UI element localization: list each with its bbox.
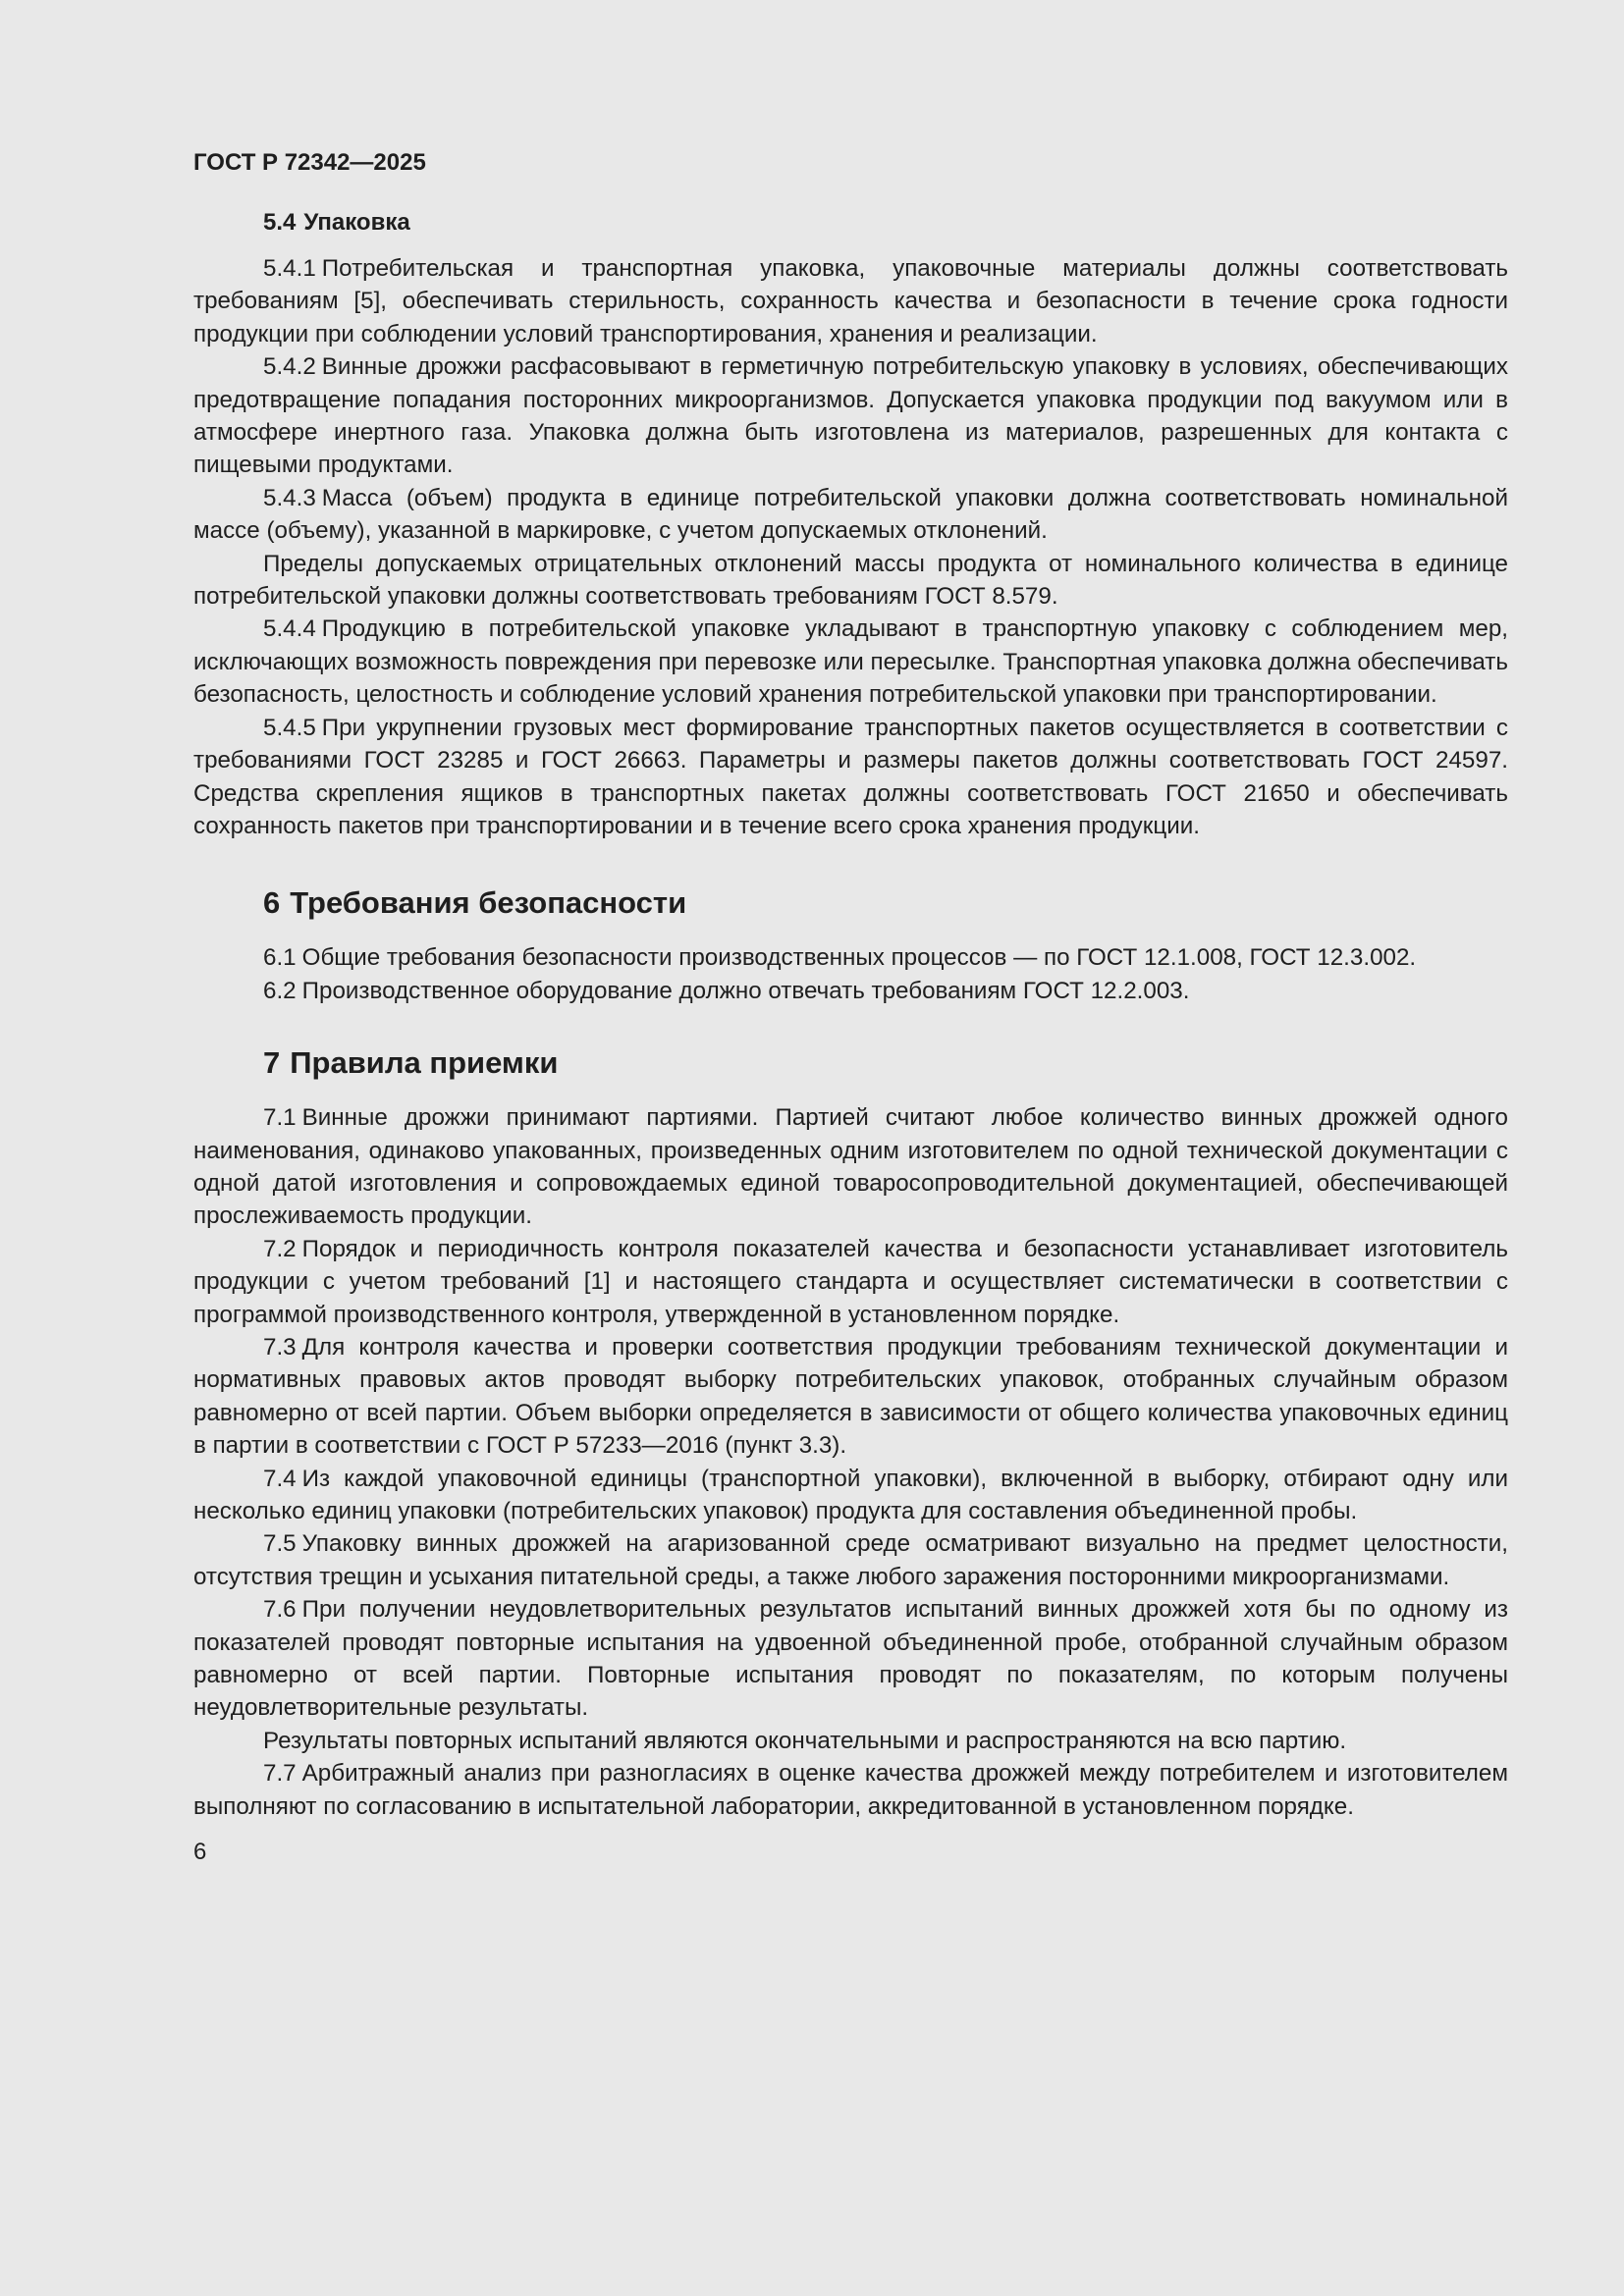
paragraph-6-1	[193, 941, 1508, 974]
paragraph-number: 7.7	[263, 1760, 297, 1788]
paragraph-5-4-3-limits: Пределы допускаемых отрицательных отклонений массы продукта от номинального количества в единице потребительской упаковки должны соответствовать требованиям ГОСТ 8.579.	[193, 550, 1508, 611]
paragraph-number: 5.4.3	[263, 484, 316, 511]
subsection-title: Упаковка	[303, 209, 410, 236]
paragraph-text: Арбитражный анализ при разногласиях в оценке качества дрожжей между потребителем и изготовителем выполняют по согласованию в испытательной лаборатории, аккредитованной в установленном порядке.	[193, 1760, 1508, 1820]
paragraph-7-6-results: Результаты повторных испытаний являются окончательными и распространяются на всю партию.	[263, 1727, 1347, 1754]
paragraph-number: 7.6	[263, 1596, 297, 1624]
paragraph-text: Продукцию в потребительской упаковке укладывают в транспортную упаковку с соблюдением мер, исключающих возможность повреждения при перевозке или пересылке. Транспортная упаковка должна обеспечивать безопасность, целостность и соблюдение условий хранения потребительской упаковки при транспортировании.	[193, 615, 1508, 709]
subsection-heading-5-4	[193, 208, 1508, 238]
paragraph-7-6	[193, 1593, 1508, 1725]
spacer	[193, 1007, 1508, 1044]
paragraph-7-1	[193, 1101, 1508, 1233]
paragraph-text: Масса (объем) продукта в единице потребительской упаковки должна соответствовать номинальной массе (объему), указанной в маркировке, с учетом допускаемых отклонений.	[193, 484, 1508, 545]
section-number: 7	[263, 1045, 281, 1081]
paragraph-number: 7.2	[263, 1235, 297, 1262]
paragraph-5-4-1	[193, 252, 1508, 350]
paragraph-text: Для контроля качества и проверки соответствия продукции требованиям технической документации и нормативных правовых актов проводят выборку потребительских упаковок, отобранных случайным образом равномерно от всей партии. Объем выборки определяется в зависимости от общего количества упаковочных единиц в партии в соответствии с ГОСТ Р 57233—2016 (пункт 3.3).	[193, 1333, 1508, 1460]
section-title: Правила приемки	[290, 1045, 559, 1081]
paragraph-text: Винные дрожжи принимают партиями. Партией считают любое количество винных дрожжей одного наименования, одинаково упакованных, произведенных одним изготовителем по одной технической документации с одной датой изготовления и сопровождаемых единой товаросопроводительной документацией, обеспечивающей прослеживаемость продукции.	[193, 1104, 1508, 1230]
paragraph-text: При получении неудовлетворительных результатов испытаний винных дрожжей хотя бы по одному из показателей проводят повторные испытания на удвоенной объединенной пробе, отобранной случайным образом равномерно от всей партии. Повторные испытания проводят по показателям, по которым получены неудовлетворительные результаты.	[193, 1596, 1508, 1722]
paragraph-text: Винные дрожжи расфасовывают в герметичную потребительскую упаковку в условиях, обеспечивающих предотвращение попадания посторонних микроорганизмов. Допускается упаковка продукции под вакуумом или в атмосфере инертного газа. Упаковка должна быть изготовлена из материалов, разрешенных для контакта с пищевыми продуктами.	[193, 353, 1508, 479]
paragraph-5-4-3	[193, 482, 1508, 548]
subsection-number: 5.4	[263, 209, 297, 236]
paragraph-text: Из каждой упаковочной единицы (транспортной упаковки), включенной в выборку, отбирают одну или несколько единиц упаковки (потребительских упаковок) продукта для составления объединенной пробы.	[193, 1465, 1508, 1524]
paragraph-text: Производственное оборудование должно отвечать требованиям ГОСТ 12.2.003.	[301, 977, 1190, 1004]
paragraph-number: 7.3	[263, 1333, 297, 1361]
paragraph-number: 6.1	[263, 944, 297, 972]
paragraph-text: Порядок и периодичность контроля показателей качества и безопасности устанавливает изготовитель продукции с учетом требований [1] и настоящего стандарта и осуществляет систематически в соответствии с программой производственного контроля, утвержденной в установленном порядке.	[193, 1235, 1508, 1328]
paragraph-7-4	[193, 1463, 1508, 1528]
paragraph-number: 5.4.5	[263, 714, 316, 741]
paragraph-5-4-5	[193, 712, 1508, 843]
section-heading-7	[193, 1044, 1508, 1082]
paragraph-text: При укрупнении грузовых мест формирование транспортных пакетов осуществляется в соответствии с требованиями ГОСТ 23285 и ГОСТ 26663. Параметры и размеры пакетов должны соответствовать ГОСТ 24597. Средства скрепления ящиков в транспортных пакетах должны соответствовать ГОСТ 21650 и обеспечивать сохранность пакетов при транспортировании и в течение всего срока хранения продукции.	[193, 714, 1508, 839]
page-number: 6	[193, 1839, 207, 1866]
paragraph-number: 7.5	[263, 1530, 297, 1558]
section-title: Требования безопасности	[290, 885, 687, 921]
paragraph-7-3	[193, 1331, 1508, 1463]
paragraph-6-2	[193, 975, 1508, 1007]
section-number: 6	[263, 885, 281, 921]
paragraph-5-4-2	[193, 350, 1508, 482]
paragraph-5-4-4	[193, 613, 1508, 711]
paragraph-text: Потребительская и транспортная упаковка, упаковочные материалы должны соответствовать требованиям [5], обеспечивать стерильность, сохранность качества и безопасности в течение срока годности продукции при соблюдении условий транспортирования, хранения и реализации.	[193, 255, 1508, 347]
paragraph-text: Общие требования безопасности производственных процессов — по ГОСТ 12.1.008, ГОСТ 12.3.002.	[301, 944, 1417, 972]
document-header: ГОСТ Р 72342—2025	[193, 149, 426, 176]
paragraph-number: 5.4.2	[263, 353, 316, 381]
paragraph-number: 7.4	[263, 1465, 297, 1492]
paragraph-7-7	[193, 1757, 1508, 1823]
paragraph-7-2	[193, 1233, 1508, 1331]
paragraph-7-5	[193, 1527, 1508, 1593]
spacer	[193, 842, 1508, 884]
paragraph-number: 5.4.1	[263, 255, 316, 282]
paragraph-number: 6.2	[263, 977, 297, 1004]
paragraph-number: 7.1	[263, 1104, 297, 1132]
paragraph-text: Упаковку винных дрожжей на агаризованной среде осматривают визуально на предмет целостности, отсутствия трещин и усыхания питательной среды, а также любого заражения посторонними микроорганизмами.	[193, 1530, 1508, 1590]
paragraph-number: 5.4.4	[263, 615, 316, 643]
section-heading-6	[193, 884, 1508, 922]
